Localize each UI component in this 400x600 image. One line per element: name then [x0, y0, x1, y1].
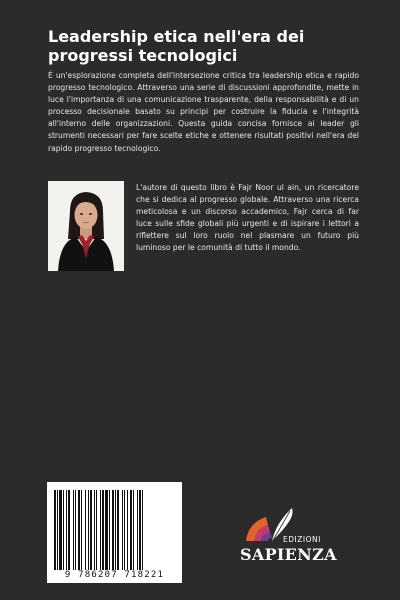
isbn-barcode: [47, 482, 182, 583]
publisher-imprint: EDIZIONI: [283, 535, 321, 544]
book-title: Leadership etica nell'era dei progressi tecnologici: [48, 27, 305, 65]
book-description: È un'esplorazione completa dell'intersezione critica tra leadership etica e rapido progresso tecnologico. Attraverso una serie di discussioni approfondite, mette in luce l'importanza di una comunicazione trasparente, della responsabilità e di un processo decisionale basato su principi per costruire la fiducia e l'integrità all'interno delle organizzazioni. Questa guida concisa fornisce ai leader gli strumenti necessari per fare scelte etiche e ottenere risultati positivi nell'era del rapido progresso tecnologico.: [48, 71, 359, 153]
isbn-number: 9 786207 718221: [64, 570, 165, 580]
publisher-logo: [236, 505, 337, 565]
author-bio: L'autore di questo libro è Fajr Noor ul ain, un ricercatore che si dedica al progresso globale. Attraverso una ricerca meticolosa e un discorso accademico, Fajr cerca di far luce sulle sfide globali più urgenti e di ispirare i lettori a riflettere sul loro ruolo nel plasmare un futuro più luminoso per le comunità di tutto il mondo.: [136, 183, 359, 253]
author-photo: [48, 181, 124, 271]
publisher-name: SAPIENZA: [240, 545, 337, 564]
barcode-bars: [54, 490, 175, 570]
